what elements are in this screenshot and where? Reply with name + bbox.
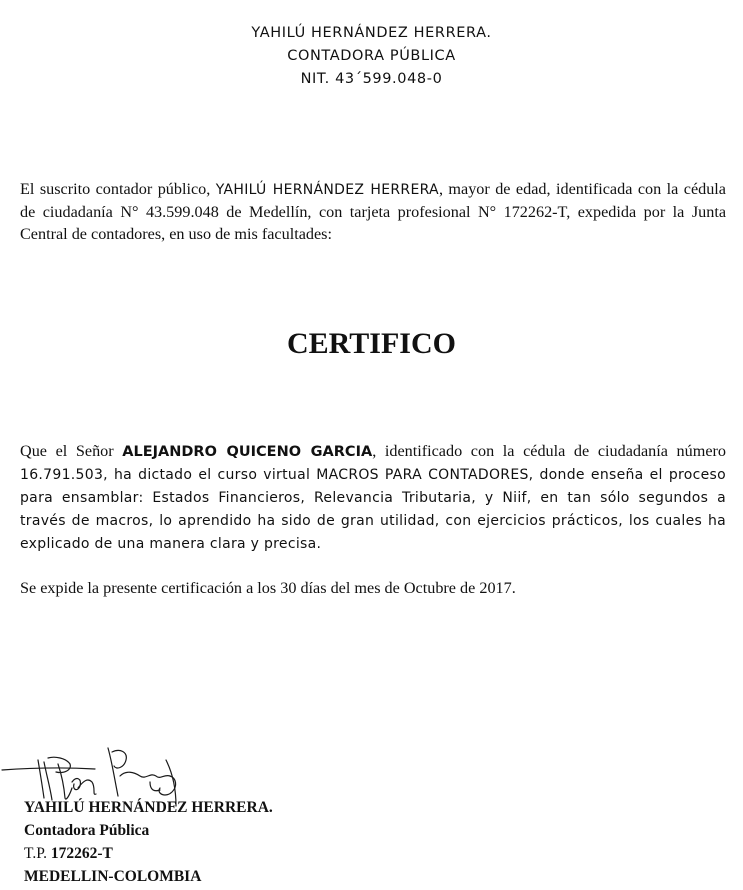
letterhead-name: YAHILÚ HERNÁNDEZ HERRERA. xyxy=(251,25,492,41)
intro-text-start: El suscrito contador público, xyxy=(20,180,216,198)
letterhead-nit: NIT. 43´599.048-0 xyxy=(300,71,443,87)
signature-block xyxy=(24,796,273,888)
body-text-end: 16.791.503, ha dictado el curso virtual MACROS PARA CONTADORES, donde enseña el proceso para ensamblar: Estados Financieros, Relevancia Tributaria, y Niif, en tan sólo segundos a través de macros, lo aprendido ha sido de gran utilidad, con ejercicios prácticos, los cuales ha explicado de una manera clara y precisa. xyxy=(20,467,726,552)
tp-number: 172262-T xyxy=(50,845,113,862)
tp-label: T.P. xyxy=(24,845,51,862)
certify-title: CERTIFICO xyxy=(287,327,456,360)
signer-professional-card xyxy=(24,842,273,865)
certification-paragraph xyxy=(20,440,726,555)
body-text-middle: , identificado con la cédula de ciudadanía número xyxy=(372,442,726,460)
signer-location: MEDELLIN-COLOMBIA xyxy=(24,868,202,885)
intro-accountant-name: YAHILÚ HERNÁNDEZ HERRERA xyxy=(215,182,439,198)
certified-person-name: ALEJANDRO QUICENO GARCIA xyxy=(122,444,373,460)
issue-date-paragraph: Se expide la presente certificación a los 30 días del mes de Octubre de 2017. xyxy=(20,579,516,597)
signer-name: YAHILÚ HERNÁNDEZ HERRERA. xyxy=(24,799,273,816)
intro-paragraph xyxy=(20,178,726,245)
body-text-start: Que el Señor xyxy=(20,442,123,460)
letterhead-title: CONTADORA PÚBLICA xyxy=(287,48,456,64)
signer-role: Contadora Pública xyxy=(24,822,150,839)
letterhead xyxy=(0,22,743,91)
intro-text-end: , mayor de edad, identificada con la cédula de ciudadanía N° 43.599.048 de Medellín, con tarjeta profesional N° 172262-T, expedida por la Junta Central de contadores, en uso de mis facultades: xyxy=(20,180,726,243)
